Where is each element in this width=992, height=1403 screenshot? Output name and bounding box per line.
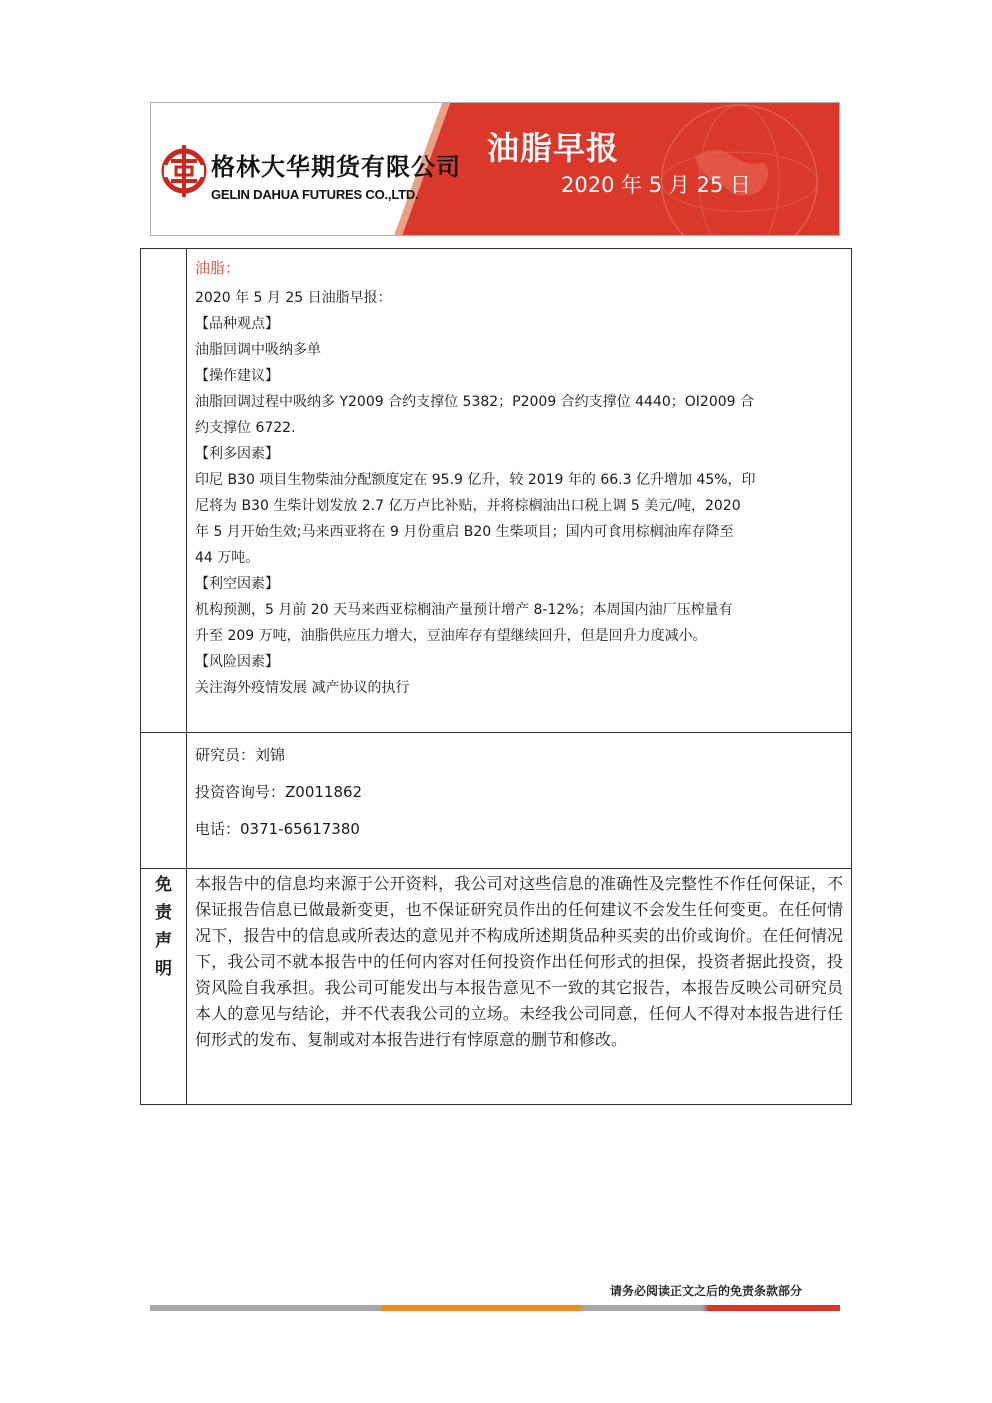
content-lines xyxy=(195,285,843,701)
content-row-label-cell xyxy=(141,249,187,733)
disclaimer-label-char: 免 xyxy=(155,875,172,895)
section-title: 油脂： xyxy=(195,259,241,277)
researcher-cell xyxy=(187,733,852,869)
researcher-name: 研究员：刘锦 xyxy=(195,746,286,764)
content-line: 升至 209 万吨，油脂供应压力增大，豆油库存有望继续回升，但是回升力度减小。 xyxy=(195,628,707,644)
disclaimer-row xyxy=(141,869,852,1105)
company-name-en: GELIN DAHUA FUTURES CO.,LTD. xyxy=(211,187,419,202)
content-line: 油脂回调过程中吸纳多 Y2009 合约支撑位 5382；P2009 合约支撑位 4440；OI2009 合 xyxy=(195,394,754,410)
researcher-license: 投资咨询号：Z0011862 xyxy=(195,783,363,801)
content-line: 油脂回调中吸纳多单 xyxy=(195,342,321,358)
disclaimer-cell xyxy=(187,869,852,1105)
content-line: 【利空因素】 xyxy=(195,576,279,592)
report-header-banner xyxy=(150,102,840,236)
content-line: 年 5 月开始生效;马来西亚将在 9 月份重启 B20 生柴项目；国内可食用棕榈油库存降至 xyxy=(195,524,734,540)
footer-note: 请务必阅读正文之后的免责条款部分 xyxy=(610,1284,803,1298)
content-line: 【品种观点】 xyxy=(195,316,279,332)
report-title: 油脂早报 xyxy=(487,129,620,167)
content-line: 约支撑位 6722. xyxy=(195,420,296,436)
report-date: 2020 年 5 月 25 日 xyxy=(561,173,751,197)
content-line: 【风险因素】 xyxy=(195,654,279,670)
report-table xyxy=(140,248,852,1105)
content-line: 44 万吨。 xyxy=(195,550,260,566)
content-cell xyxy=(187,249,852,733)
footer-divider xyxy=(150,1305,840,1311)
content-line: 尼将为 B30 生柴计划发放 2.7 亿万卢比补贴，并将棕榈油出口税上调 5 美元/吨，2020 xyxy=(195,498,741,514)
researcher-phone: 电话：0371-65617380 xyxy=(195,820,360,838)
company-logo-icon xyxy=(161,135,207,205)
content-line: 印尼 B30 项目生物柴油分配额度定在 95.9 亿升，较 2019 年的 66.3 亿升增加 45%，印 xyxy=(195,472,756,488)
content-line: 机构预测，5 月前 20 天马来西亚棕榈油产量预计增产 8-12%；本周国内油厂压榨量有 xyxy=(195,602,733,618)
content-line: 【利多因素】 xyxy=(195,446,279,462)
content-line: 关注海外疫情发展 减产协议的执行 xyxy=(195,680,410,696)
disclaimer-label xyxy=(141,869,186,983)
researcher-row-label-cell xyxy=(141,733,187,869)
researcher-row xyxy=(141,733,852,869)
content-row xyxy=(141,249,852,733)
disclaimer-text: 本报告中的信息均来源于公开资料，我公司对这些信息的准确性及完整性不作任何保证，不保证报告信息已做最新变更，也不保证研究员作出的任何建议不会发生任何变更。在任何情况下，报告中的信息或所表达的意见并不构成所述期货品种买卖的出价或询价。在任何情况下，我公司不就本报告中的任何内容对任何投资作出任何形式的担保，投资者据此投资，投资风险自我承担。我公司可能发出与本报告意见不一致的其它报告，本报告反映公司研究员本人的意见与结论，并不代表我公司的立场。未经我公司同意，任何人不得对本报告进行任何形式的发布、复制或对本报告进行有悖原意的删节和修改。 xyxy=(195,874,843,1049)
company-name-cn: 格林大华期货有限公司 xyxy=(211,153,461,181)
disclaimer-label-char: 责 xyxy=(155,903,172,923)
disclaimer-label-char: 明 xyxy=(155,959,172,979)
content-line: 【操作建议】 xyxy=(195,368,279,384)
disclaimer-label-cell xyxy=(141,869,187,1105)
disclaimer-label-char: 声 xyxy=(155,931,172,951)
content-line: 2020 年 5 月 25 日油脂早报： xyxy=(195,290,392,306)
